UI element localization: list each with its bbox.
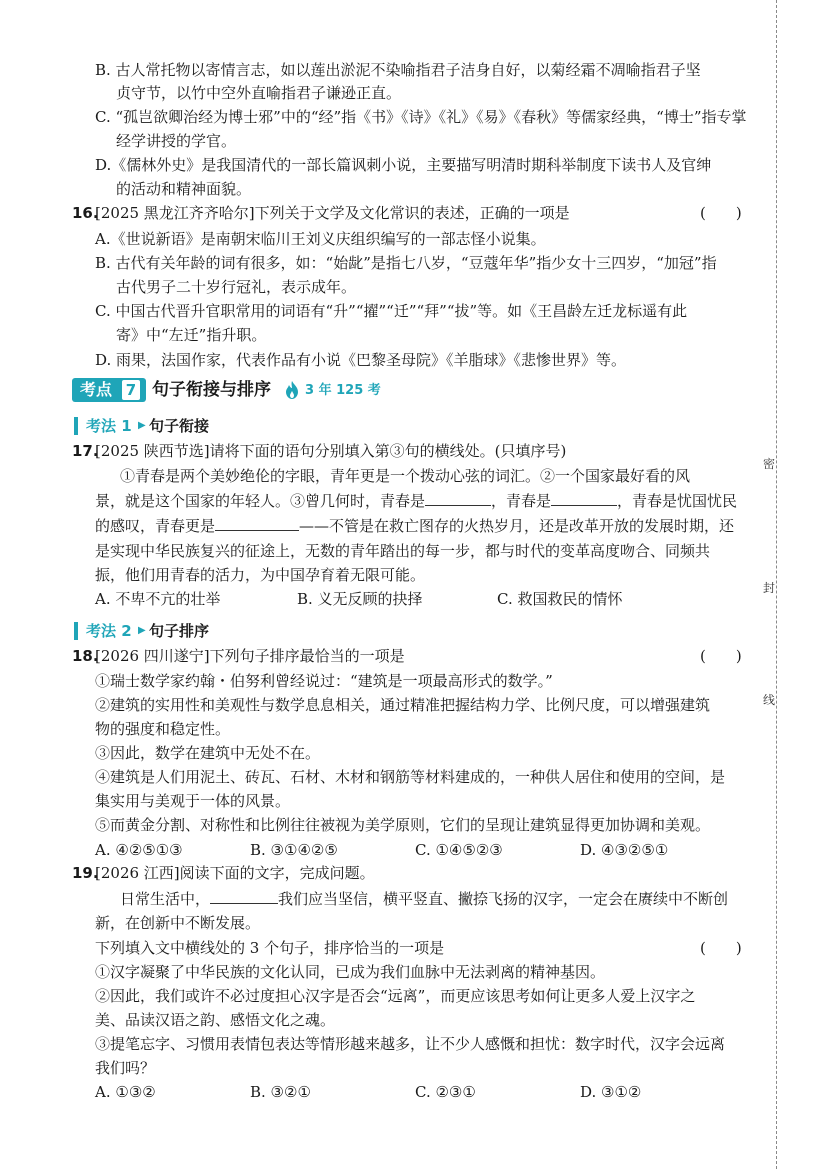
q18-sentence-4-line2: 集实用与美观于一体的风景。 [95, 792, 291, 810]
blank-line [551, 490, 617, 506]
section-number: 7 [122, 380, 140, 400]
method-1-title: 句子衔接 [149, 417, 210, 435]
q18-option-c: C. ①④⑤②③ [415, 841, 503, 859]
q17-passage-text: ——不管是在救亡图存的火热岁月，还是改革开放的发展时期，还 [299, 517, 735, 535]
q18-sentence-2-line1: ②建筑的实用性和美观性与数学息息相关，通过精准把握结构力学、比例尺度，可以增强建筑 [95, 696, 711, 714]
q17-option-a: A. 不卑不亢的壮举 [95, 590, 221, 608]
seal-char-1: 密 [763, 457, 776, 471]
q16-stem: [2025 黑龙江齐齐哈尔]下列关于文学及文化常识的表述，正确的一项是 [95, 204, 570, 222]
q17-passage-text: 景，就是这个国家的年轻人。③曾几何时，青春是 [95, 492, 426, 510]
q18-answer-paren: ( ) [700, 647, 742, 665]
q19-passage-line1 [120, 888, 728, 910]
q16-option-b-line1: B. 古代有关年龄的词有很多，如：“始龀”是指七八岁，“豆蔻年华”指少女十三四岁，“加冠”指 [95, 254, 717, 272]
blank-line [215, 515, 299, 531]
blank-line [210, 888, 278, 904]
q19-stem: [2026 江西]阅读下面的文字，完成问题。 [95, 864, 375, 882]
seal-char-3: 线 [763, 693, 776, 707]
q17-passage-line3 [95, 515, 734, 537]
q16-option-b-line2: 古代男子二十岁行冠礼，表示成年。 [116, 278, 357, 296]
q18-sentence-1: ①瑞士数学家约翰・伯努利曾经说过：“建筑是一项最高形式的数学。” [95, 672, 553, 690]
q19-number: 19. [72, 864, 99, 882]
q17-passage-line5: 振，他们用青春的活力，为中国孕育着无限可能。 [95, 566, 426, 584]
q19-option-c: C. ②③① [415, 1083, 476, 1101]
q19-sentence-3-line2: 我们吗？ [95, 1059, 156, 1077]
q19-passage-line2: 新，在创新中不断发展。 [95, 914, 261, 932]
q16-option-d: D. 雨果，法国作家，代表作品有小说《巴黎圣母院》《羊脂球》《悲惨世界》等。 [95, 351, 627, 369]
q17-passage-line1: ①青春是两个美妙绝伦的字眼，青年更是一个拨动心弦的词汇。②一个国家最好看的风 [120, 467, 691, 485]
section-title: 句子衔接与排序 [152, 380, 271, 400]
q16-answer-paren: ( ) [700, 204, 742, 222]
method-2-bar [74, 622, 78, 640]
blank-line [425, 490, 491, 506]
seal-dashed-line [776, 0, 777, 1169]
q16-option-a: A.《世说新语》是南朝宋临川王刘义庆组织编写的一部志怪小说集。 [95, 230, 546, 248]
q19-answer-paren: ( ) [700, 939, 742, 957]
method-1-label: 考法 1 [86, 417, 132, 435]
q19-option-a: A. ①③② [95, 1083, 156, 1101]
method-2-title: 句子排序 [149, 622, 210, 640]
q18-sentence-2-line2: 物的强度和稳定性。 [95, 720, 231, 738]
q19-sentence-2-line2: 美、品读汉语之韵、感悟文化之魂。 [95, 1011, 336, 1029]
seal-char-2: 封 [763, 581, 776, 595]
q18-number: 18. [72, 647, 99, 665]
triangle-right-icon: ▶ [138, 625, 146, 636]
q17-passage-text: ，青春是忧国忧民 [617, 492, 738, 510]
q17-passage-line4: 是实现中华民族复兴的征途上，无数的青年踏出的每一步，都与时代的变革高度吻合、同频共 [95, 542, 711, 560]
q16-option-c-line1: C. 中国古代晋升官职常用的词语有“升”“擢”“迁”“拜”“拔”等。如《王昌龄左迁龙标遥有此 [95, 302, 688, 320]
q15-option-c-line2: 经学讲授的学官。 [116, 132, 237, 150]
q19-option-d: D. ③①② [580, 1083, 642, 1101]
q18-stem: [2026 四川遂宁]下列句子排序最恰当的一项是 [95, 647, 405, 665]
q15-option-b-line2: 贞守节，以竹中空外直喻指君子谦逊正直。 [116, 84, 402, 102]
q19-sentence-1: ①汉字凝聚了中华民族的文化认同，已成为我们血脉中无法剥离的精神基因。 [95, 963, 606, 981]
q18-sentence-5: ⑤而黄金分割、对称性和比例往往被视为美学原则，它们的呈现让建筑显得更加协调和美观。 [95, 816, 711, 834]
q17-stem: [2025 陕西节选]请将下面的语句分别填入第③句的横线处。(只填序号) [95, 442, 567, 460]
q18-option-a: A. ④②⑤①③ [95, 841, 183, 859]
q17-number: 17. [72, 442, 99, 460]
q17-option-c: C. 救国救民的情怀 [497, 590, 623, 608]
q17-passage-text: 的感叹，青春更是 [95, 517, 216, 535]
q16-number: 16. [72, 204, 99, 222]
q15-option-d-line1: D.《儒林外史》是我国清代的一部长篇讽刺小说，主要描写明清时期科举制度下读书人及官绅 [95, 156, 712, 174]
q19-option-b: B. ③②① [250, 1083, 311, 1101]
q18-option-d: D. ④③②⑤① [580, 841, 669, 859]
flame-icon [284, 380, 300, 404]
q18-sentence-3: ③因此，数学在建筑中无处不在。 [95, 744, 321, 762]
q19-sentence-2-line1: ②因此，我们或许不必过度担心汉字是否会“远离”，而更应该思考如何让更多人爱上汉字之 [95, 987, 696, 1005]
q19-passage-text: 我们应当坚信，横平竖直、撇捺飞扬的汉字，一定会在赓续中不断创 [278, 890, 729, 908]
q18-option-b: B. ③①④②⑤ [250, 841, 338, 859]
q17-passage-line2 [95, 490, 737, 512]
q17-passage-text: ，青春是 [491, 492, 552, 510]
q18-sentence-4-line1: ④建筑是人们用泥土、砖瓦、石材、木材和钢筋等材料建成的，一种供人居住和使用的空间，是 [95, 768, 726, 786]
q19-passage-text: 日常生活中， [120, 890, 211, 908]
triangle-right-icon: ▶ [138, 420, 146, 431]
q15-option-b-line1: B. 古人常托物以寄情言志，如以莲出淤泥不染喻指君子洁身自好，以菊经霜不凋喻指君子坚 [95, 61, 701, 79]
q19-question: 下列填入文中横线处的 3 个句子，排序恰当的一项是 [95, 939, 445, 957]
q15-option-d-line2: 的活动和精神面貌。 [116, 180, 252, 198]
method-1-bar [74, 417, 78, 435]
q15-option-c-line1: C. “孤岂欲卿治经为博士邪”中的“经”指《书》《诗》《礼》《易》《春秋》等儒家经典，“博士”指专掌 [95, 108, 747, 126]
q17-option-b: B. 义无反顾的抉择 [297, 590, 423, 608]
section-label: 考点 [80, 380, 113, 399]
q19-sentence-3-line1: ③提笔忘字、习惯用表情包表达等情形越来越多，让不少人感慨和担忧：数字时代，汉字会远离 [95, 1035, 726, 1053]
method-2-label: 考法 2 [86, 622, 132, 640]
section-stat: 3 年 125 考 [305, 383, 381, 398]
q16-option-c-line2: 寄》中“左迁”指升职。 [116, 326, 267, 344]
